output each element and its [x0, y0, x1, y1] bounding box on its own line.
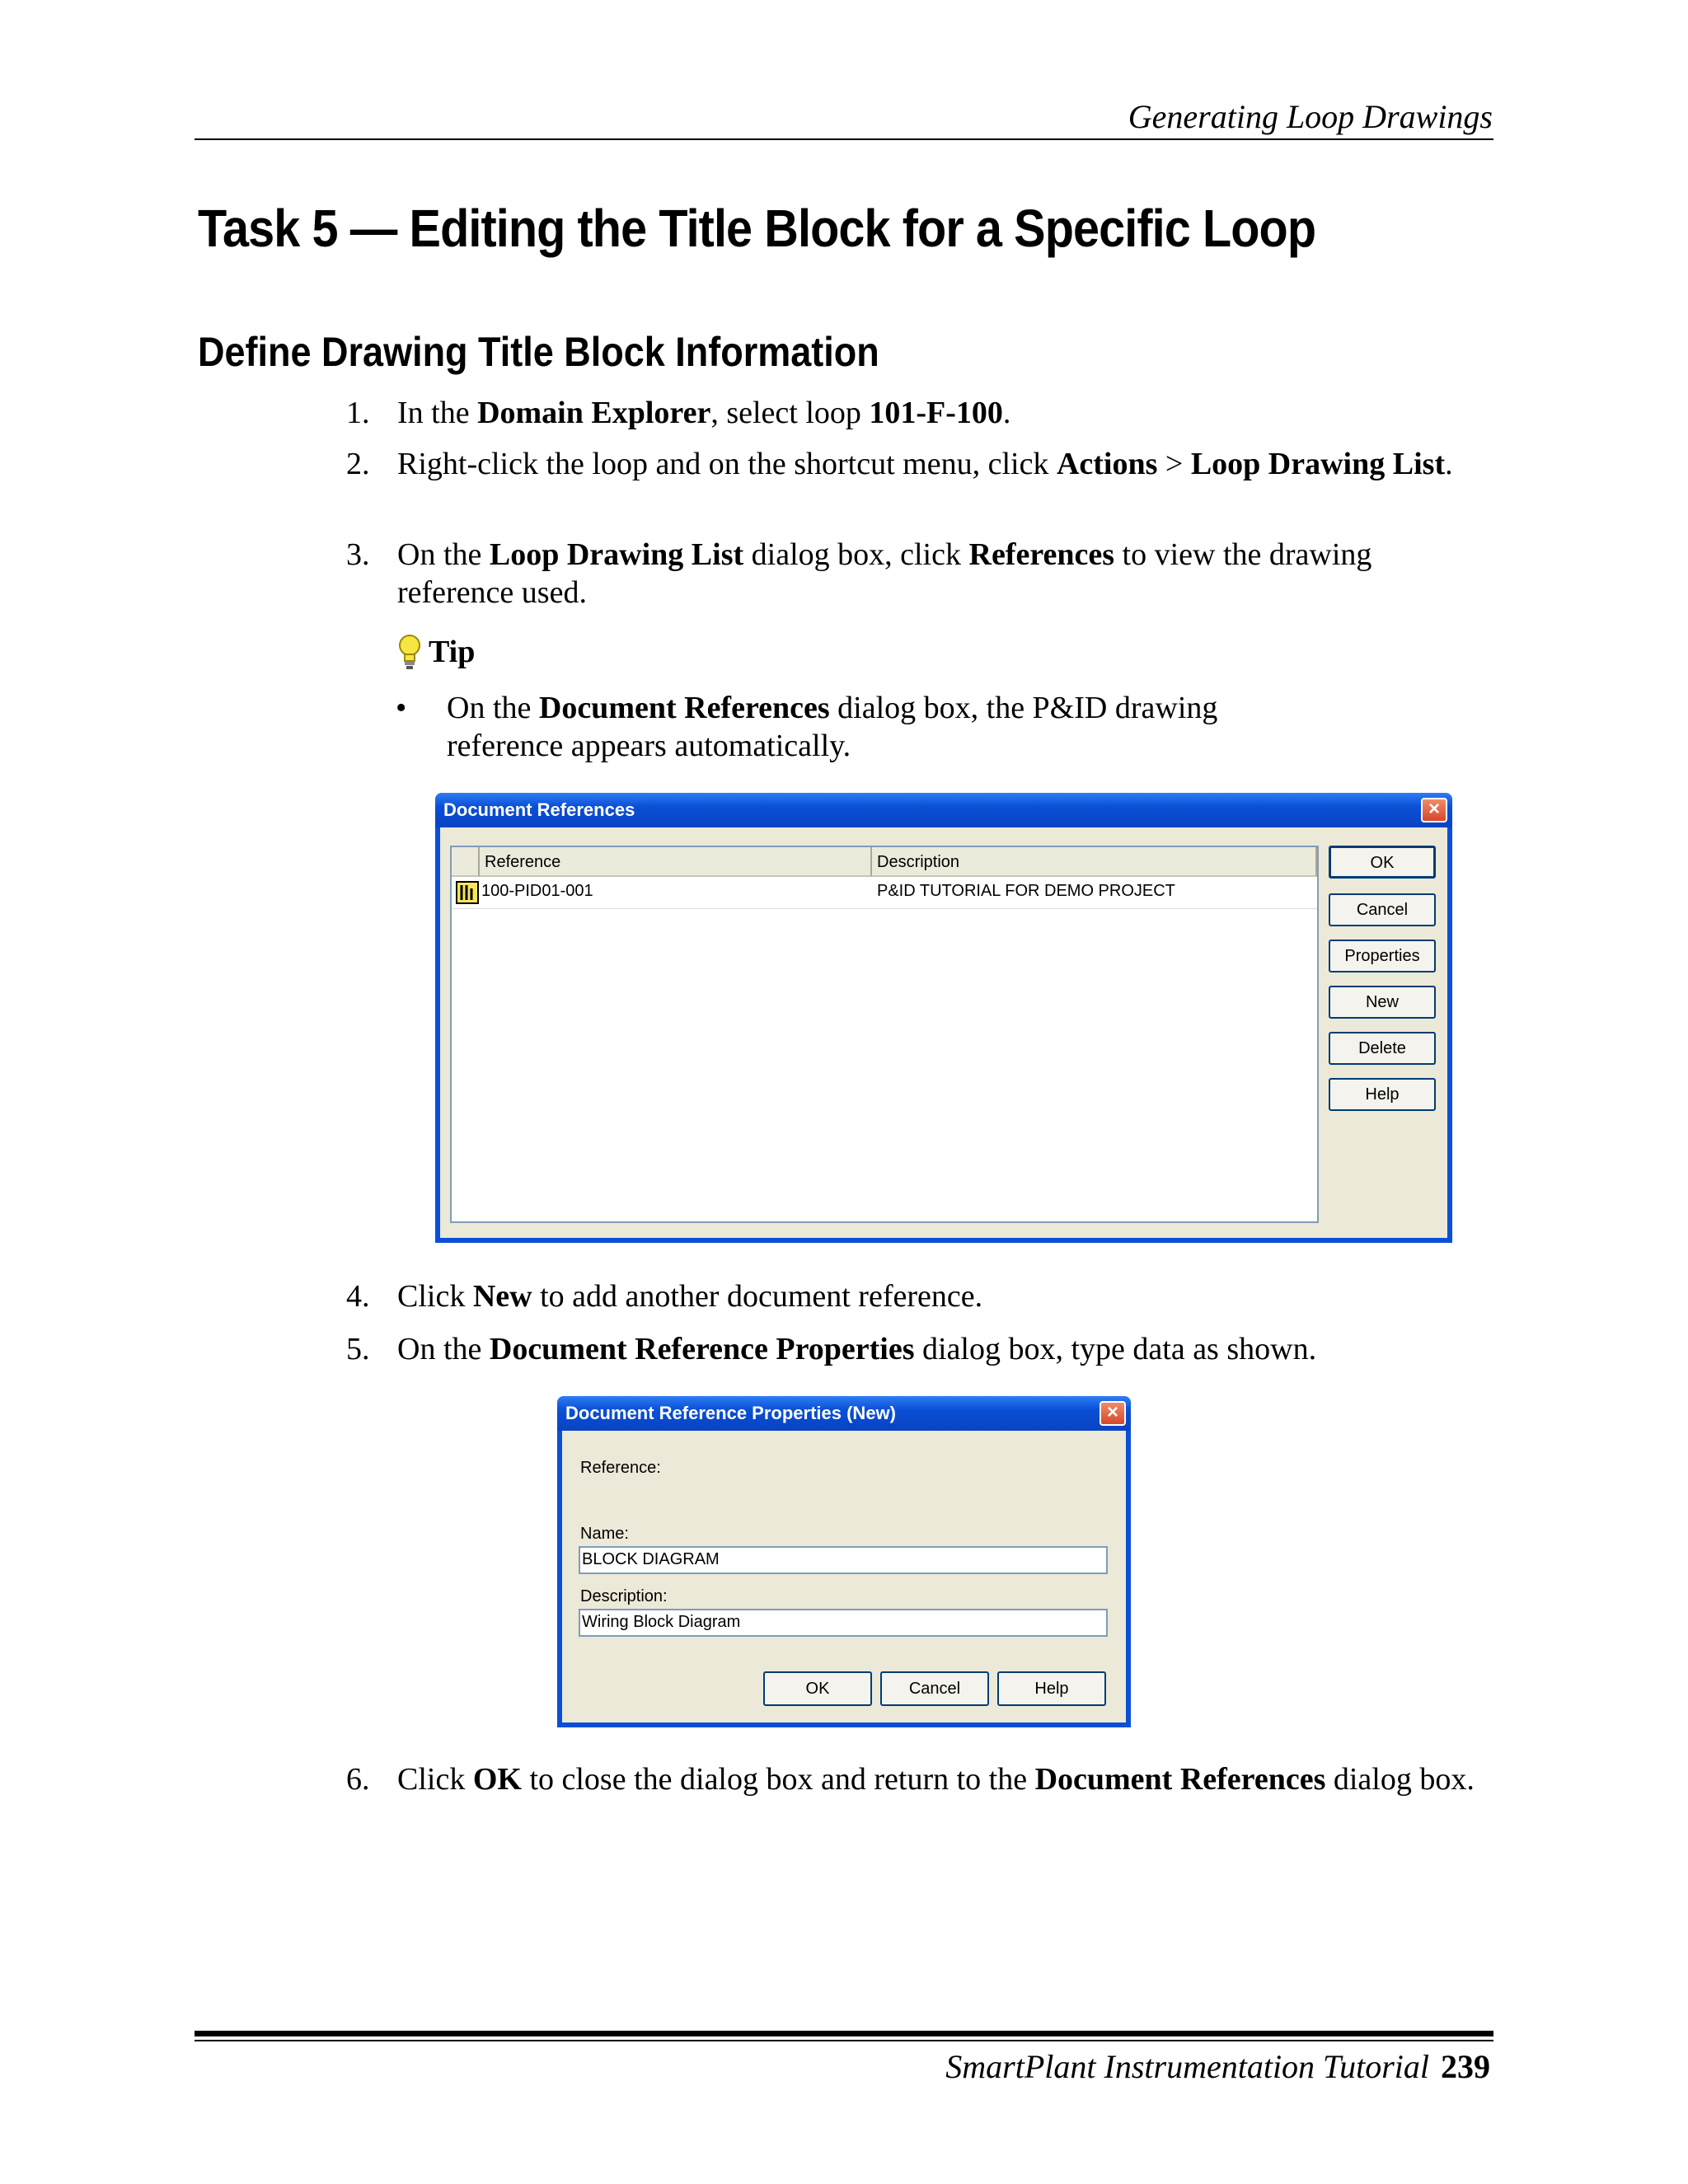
step-number: 3.: [346, 537, 370, 572]
step-text: Right-click the loop and on the shortcut menu, click Actions > Loop Drawing List.: [397, 447, 1453, 481]
help-button[interactable]: Help: [997, 1671, 1106, 1706]
lightbulb-icon: [396, 633, 424, 671]
ok-button[interactable]: OK: [763, 1671, 872, 1706]
help-button[interactable]: Help: [1329, 1078, 1436, 1111]
step-text: Click New to add another document reference.: [397, 1279, 983, 1314]
page-footer: [945, 2047, 1490, 2086]
step-number: 6.: [346, 1762, 370, 1797]
dialog-title: Document References: [443, 799, 635, 820]
step-text: On the Document Reference Properties dialog box, type data as shown.: [397, 1332, 1317, 1366]
tip-label: Tip: [429, 635, 476, 669]
step-number: 4.: [346, 1279, 370, 1314]
dialog-title-bar: [435, 793, 1452, 827]
close-icon[interactable]: ×: [1421, 798, 1447, 823]
step-text: In the Domain Explorer, select loop 101-F-100.: [397, 396, 1011, 430]
column-header-icon[interactable]: [452, 847, 480, 877]
drawing-document-icon: [455, 880, 480, 909]
table-row[interactable]: [452, 877, 1317, 909]
section-title: Define Drawing Title Block Information: [198, 329, 879, 375]
header-rule: [195, 138, 1493, 140]
dialog-title: Document Reference Properties (New): [565, 1403, 896, 1423]
close-icon[interactable]: ×: [1100, 1401, 1126, 1426]
step-number: 2.: [346, 447, 370, 481]
step-4: [346, 1277, 1484, 1315]
page-number: 239: [1441, 2048, 1490, 2085]
ok-button[interactable]: OK: [1329, 846, 1436, 879]
dialog-body: [562, 1431, 1126, 1722]
cancel-button[interactable]: Cancel: [1329, 893, 1436, 926]
task-title: Task 5 — Editing the Title Block for a Specific Loop: [198, 199, 1316, 258]
step-number: 5.: [346, 1332, 370, 1366]
running-header: Generating Loop Drawings: [1128, 98, 1493, 135]
properties-button[interactable]: Properties: [1329, 940, 1436, 972]
step-2: [346, 445, 1484, 483]
document-references-dialog: [435, 793, 1452, 1243]
dialog-title-bar: [557, 1396, 1131, 1431]
footer-rule-thin: [195, 2040, 1493, 2041]
step-number: 1.: [346, 396, 370, 430]
step-1: [346, 394, 1484, 432]
dialog-body: [440, 827, 1447, 1238]
cancel-button[interactable]: Cancel: [880, 1671, 989, 1706]
tip-bullet: [396, 689, 1302, 765]
footer-rule: [195, 2031, 1493, 2036]
step-text: Click OK to close the dialog box and return to the Document References dialog box.: [397, 1762, 1475, 1797]
column-header-description[interactable]: Description: [872, 847, 1317, 877]
description-field[interactable]: Wiring Block Diagram: [579, 1609, 1108, 1637]
tip-text: On the Document References dialog box, the P&ID drawing reference appears automatically.: [447, 691, 1218, 763]
description-label: Description:: [580, 1587, 668, 1605]
tip-heading: [396, 633, 475, 671]
footer-book-title: SmartPlant Instrumentation Tutorial: [945, 2048, 1429, 2085]
document-reference-properties-dialog: [557, 1396, 1131, 1727]
bullet-icon: •: [396, 691, 407, 725]
cell-reference: 100-PID01-001: [481, 882, 593, 900]
step-6: [346, 1760, 1484, 1798]
references-list[interactable]: [450, 846, 1319, 1223]
delete-button[interactable]: Delete: [1329, 1032, 1436, 1065]
step-3: [346, 536, 1484, 612]
step-5: [346, 1330, 1484, 1368]
new-button[interactable]: New: [1329, 986, 1436, 1019]
step-text: On the Loop Drawing List dialog box, click References to view the drawing reference used.: [397, 537, 1372, 610]
reference-label: Reference:: [580, 1459, 661, 1477]
cell-description: P&ID TUTORIAL FOR DEMO PROJECT: [877, 882, 1175, 900]
name-label: Name:: [580, 1525, 629, 1543]
name-field[interactable]: BLOCK DIAGRAM: [579, 1546, 1108, 1574]
column-header-reference[interactable]: Reference: [480, 847, 872, 877]
